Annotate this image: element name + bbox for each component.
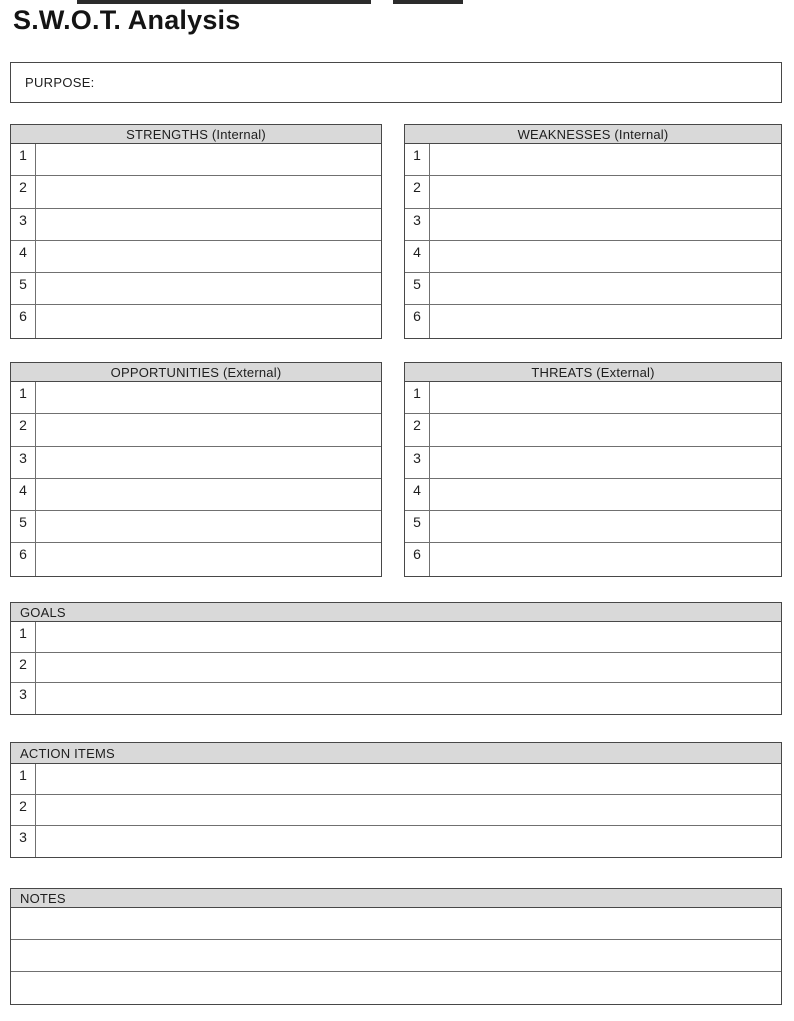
action-items-body <box>10 764 782 858</box>
goals-entry-1-field[interactable] <box>36 622 781 652</box>
strengths-body <box>10 144 382 339</box>
weaknesses-header: WEAKNESSES (Internal) <box>404 124 782 144</box>
row-number: 3 <box>11 683 36 714</box>
strengths-entry-1-field[interactable] <box>36 144 381 175</box>
table-row <box>11 653 781 684</box>
purpose-field[interactable] <box>96 75 773 98</box>
row-number: 5 <box>405 273 430 304</box>
row-number: 2 <box>405 176 430 207</box>
strengths-entry-4-field[interactable] <box>36 241 381 272</box>
opportunities-table <box>10 362 382 577</box>
threats-entry-2-field[interactable] <box>430 414 781 445</box>
weaknesses-entry-4-field[interactable] <box>430 241 781 272</box>
threats-table <box>404 362 782 577</box>
table-row <box>11 209 381 241</box>
table-row <box>405 414 781 446</box>
notes-body <box>10 908 782 1005</box>
action-items-header: ACTION ITEMS <box>10 742 782 764</box>
row-number: 6 <box>405 305 430 337</box>
action-items-table <box>10 742 782 858</box>
notes-line-1-field[interactable] <box>11 908 781 940</box>
scan-artifact <box>393 0 463 4</box>
row-number: 1 <box>11 622 36 652</box>
table-row <box>405 447 781 479</box>
row-number: 2 <box>11 795 36 825</box>
opportunities-entry-1-field[interactable] <box>36 382 381 413</box>
row-number: 2 <box>11 176 36 207</box>
table-row <box>11 447 381 479</box>
strengths-entry-5-field[interactable] <box>36 273 381 304</box>
action-item-2-field[interactable] <box>36 795 781 825</box>
row-number: 2 <box>11 414 36 445</box>
row-number: 1 <box>405 382 430 413</box>
row-number: 6 <box>11 543 36 575</box>
goals-entry-2-field[interactable] <box>36 653 781 683</box>
row-number: 4 <box>11 241 36 272</box>
table-row <box>11 144 381 176</box>
table-row <box>405 305 781 337</box>
opportunities-entry-3-field[interactable] <box>36 447 381 478</box>
table-row <box>11 826 781 857</box>
scan-artifact <box>77 0 371 4</box>
page-title: S.W.O.T. Analysis <box>13 5 241 35</box>
table-row <box>405 511 781 543</box>
threats-entry-4-field[interactable] <box>430 479 781 510</box>
table-row <box>405 273 781 305</box>
table-row <box>405 241 781 273</box>
row-number: 4 <box>11 479 36 510</box>
goals-entry-3-field[interactable] <box>36 683 781 714</box>
notes-table <box>10 888 782 1005</box>
table-row <box>11 479 381 511</box>
strengths-table <box>10 124 382 339</box>
goals-header: GOALS <box>10 602 782 622</box>
row-number: 5 <box>11 273 36 304</box>
strengths-entry-2-field[interactable] <box>36 176 381 207</box>
strengths-entry-6-field[interactable] <box>36 305 381 337</box>
table-row <box>11 176 381 208</box>
table-row <box>405 176 781 208</box>
row-number: 3 <box>11 826 36 857</box>
weaknesses-entry-1-field[interactable] <box>430 144 781 175</box>
purpose-box[interactable] <box>10 62 782 103</box>
table-row <box>11 622 781 653</box>
table-row <box>11 764 781 795</box>
opportunities-entry-6-field[interactable] <box>36 543 381 575</box>
threats-body <box>404 382 782 577</box>
row-number: 1 <box>11 764 36 794</box>
notes-line-2-field[interactable] <box>11 940 781 972</box>
strengths-entry-3-field[interactable] <box>36 209 381 240</box>
table-row <box>11 511 381 543</box>
opportunities-entry-4-field[interactable] <box>36 479 381 510</box>
row-number: 1 <box>11 144 36 175</box>
table-row <box>11 305 381 337</box>
row-number: 3 <box>11 447 36 478</box>
weaknesses-body <box>404 144 782 339</box>
goals-table <box>10 602 782 715</box>
table-row <box>405 209 781 241</box>
table-row <box>11 683 781 714</box>
weaknesses-entry-3-field[interactable] <box>430 209 781 240</box>
table-row <box>11 795 781 826</box>
row-number: 2 <box>405 414 430 445</box>
table-row <box>11 273 381 305</box>
row-number: 4 <box>405 479 430 510</box>
threats-header: THREATS (External) <box>404 362 782 382</box>
threats-entry-6-field[interactable] <box>430 543 781 575</box>
row-number: 5 <box>11 511 36 542</box>
opportunities-header: OPPORTUNITIES (External) <box>10 362 382 382</box>
row-number: 6 <box>405 543 430 575</box>
opportunities-entry-2-field[interactable] <box>36 414 381 445</box>
row-number: 2 <box>11 653 36 683</box>
row-number: 6 <box>11 305 36 337</box>
table-row <box>405 382 781 414</box>
row-number: 1 <box>11 382 36 413</box>
table-row <box>11 414 381 446</box>
weaknesses-entry-6-field[interactable] <box>430 305 781 337</box>
action-item-1-field[interactable] <box>36 764 781 794</box>
goals-body <box>10 622 782 715</box>
threats-entry-5-field[interactable] <box>430 511 781 542</box>
table-row <box>11 382 381 414</box>
table-row <box>11 241 381 273</box>
table-row <box>11 543 381 575</box>
notes-header: NOTES <box>10 888 782 908</box>
row-number: 3 <box>11 209 36 240</box>
table-row <box>405 144 781 176</box>
opportunities-entry-5-field[interactable] <box>36 511 381 542</box>
notes-line-3-field[interactable] <box>11 972 781 1004</box>
threats-entry-1-field[interactable] <box>430 382 781 413</box>
opportunities-body <box>10 382 382 577</box>
weaknesses-entry-5-field[interactable] <box>430 273 781 304</box>
row-number: 4 <box>405 241 430 272</box>
threats-entry-3-field[interactable] <box>430 447 781 478</box>
action-item-3-field[interactable] <box>36 826 781 857</box>
weaknesses-entry-2-field[interactable] <box>430 176 781 207</box>
row-number: 3 <box>405 209 430 240</box>
row-number: 5 <box>405 511 430 542</box>
purpose-label: PURPOSE: <box>25 75 95 90</box>
strengths-header: STRENGTHS (Internal) <box>10 124 382 144</box>
table-row <box>405 479 781 511</box>
row-number: 3 <box>405 447 430 478</box>
weaknesses-table <box>404 124 782 339</box>
table-row <box>405 543 781 575</box>
row-number: 1 <box>405 144 430 175</box>
